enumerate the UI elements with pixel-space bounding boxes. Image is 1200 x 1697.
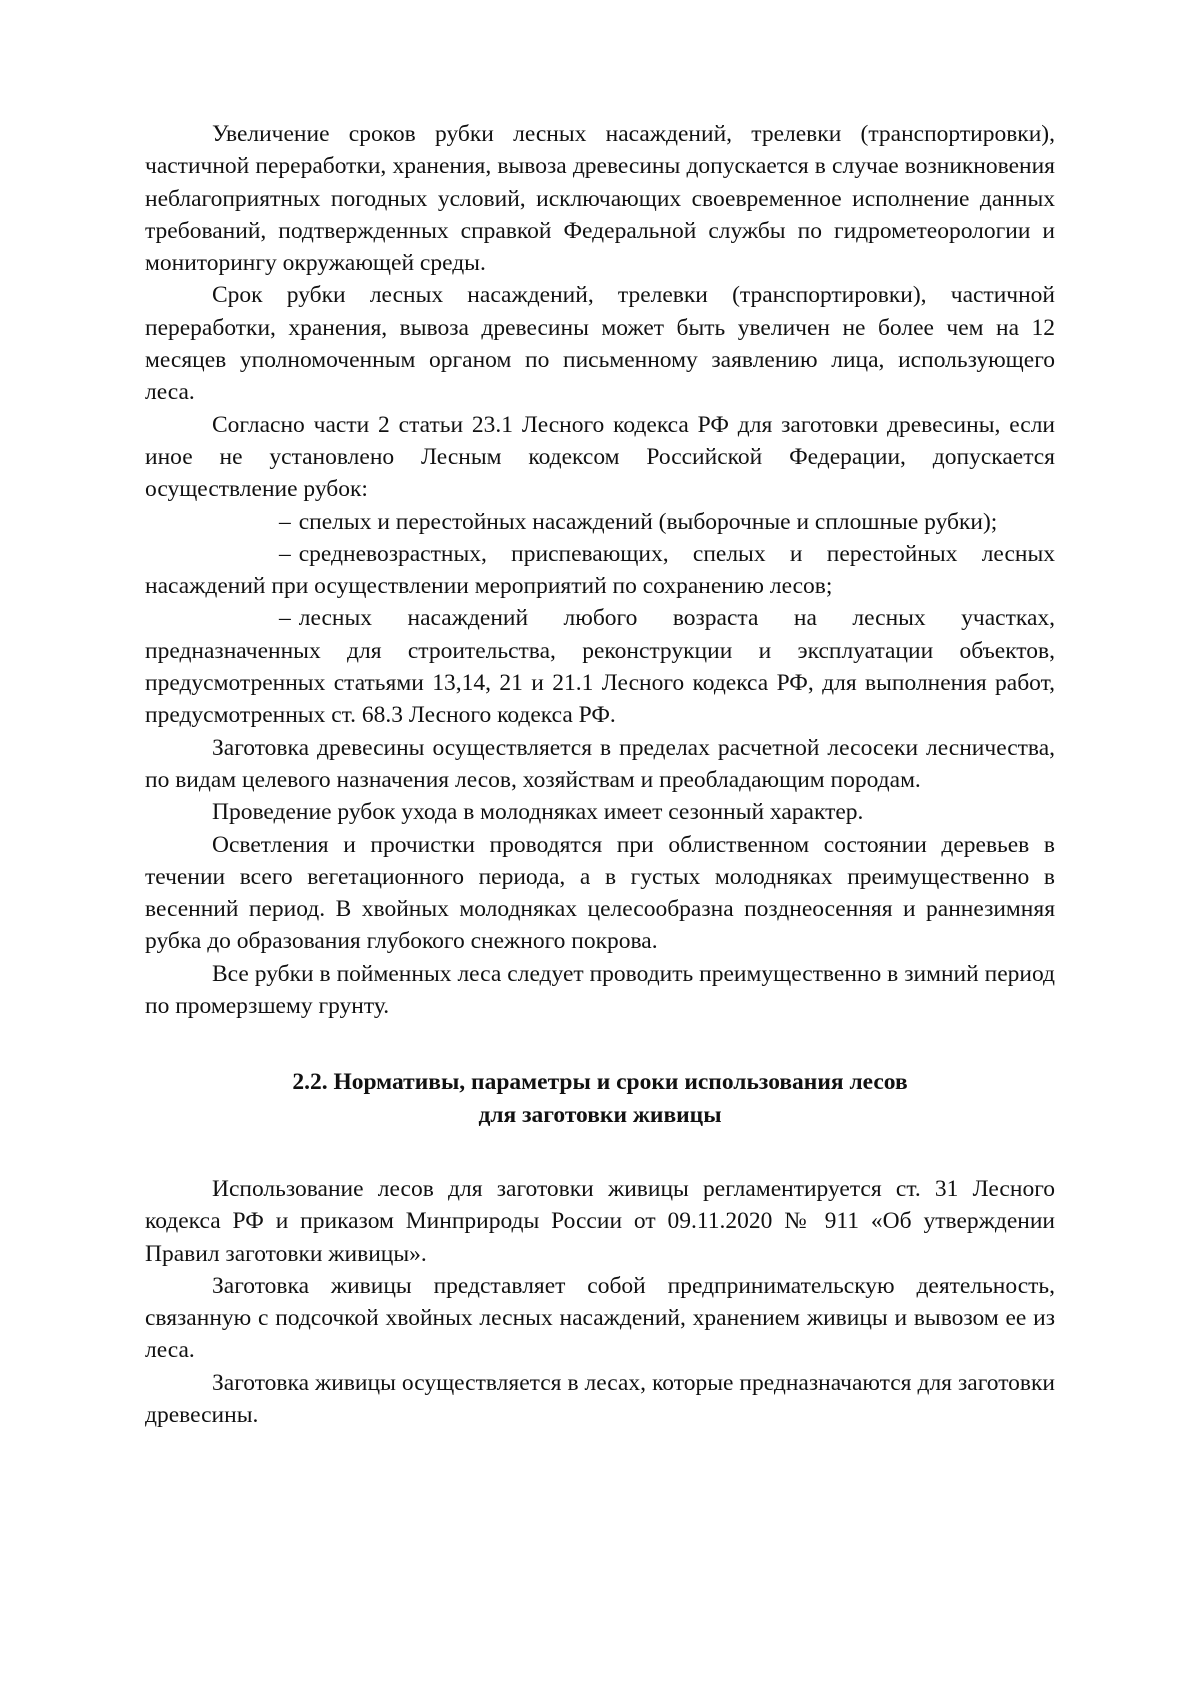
document-body: [145, 118, 1055, 1431]
paragraph: Заготовка древесины осуществляется в пределах расчетной лесосеки лесничества, по видам целевого назначения лесов, хозяйствам и преобладающим породам.: [145, 734, 1055, 793]
dash-marker: –: [279, 508, 291, 535]
paragraph: Согласно части 2 статьи 23.1 Лесного кодекса РФ для заготовки древесины, если иное не установлено Лесным кодексом Российской Федерации, допускается осуществление рубок:: [145, 411, 1055, 503]
paragraph: Заготовка живицы осуществляется в лесах, которые предназначаются для заготовки древесины.: [145, 1369, 1055, 1428]
dash-marker: –: [279, 540, 291, 567]
paragraph: Осветления и прочистки проводятся при облиственном состоянии деревьев в течении всего вегетационного периода, а в густых молодняках преимущественно в весенний период. В хвойных молодняках целесообразна позднеосенняя и раннезимняя рубка до образования глубокого снежного покрова.: [145, 831, 1055, 955]
list-item: [145, 506, 1055, 538]
paragraph: Все рубки в пойменных леса следует проводить преимущественно в зимний период по промерзшему грунту.: [145, 960, 1055, 1020]
section-heading-line-2: для заготовки живицы: [478, 1101, 722, 1128]
paragraph: Проведение рубок ухода в молодняках имеет сезонный характер.: [212, 799, 864, 826]
list-item-text: лесных насаждений любого возраста на лесных участках, предназначенных для строительства, реконструкции и эксплуатации объектов, предусмотренных статьями 13,14, 21 и 21.1 Лесного кодекса РФ, для выполнения работ, предусмотренных ст. 68.3 Лесного кодекса РФ.: [145, 605, 1055, 729]
section-heading-line-1: 2.2. Нормативы, параметры и сроки использования лесов: [292, 1069, 908, 1096]
section-heading: [145, 1066, 1055, 1131]
dash-marker: –: [279, 605, 291, 632]
list-item: [145, 538, 1055, 603]
list-item-text: спелых и перестойных насаждений (выборочные и сплошные рубки);: [298, 508, 998, 535]
list-item-text: средневозрастных, приспевающих, спелых и перестойных лесных насаждений при осуществлении мероприятий по сохранению лесов;: [145, 540, 1055, 600]
list-item: [145, 602, 1055, 731]
paragraph: Использование лесов для заготовки живицы регламентируется ст. 31 Лесного кодекса РФ и приказом Минприроды России от 09.11.2020 № 911 «Об утверждении Правил заготовки живицы».: [145, 1175, 1055, 1267]
paragraph: Увеличение сроков рубки лесных насаждений, трелевки (транспортировки), частичной переработки, хранения, вывоза древесины допускается в случае возникновения неблагоприятных погодных условий, исключающих своевременное исполнение данных требований, подтвержденных справкой Федеральной службы по гидрометеорологии и мониторингу окружающей среды.: [145, 121, 1055, 277]
paragraph: Заготовка живицы представляет собой предпринимательскую деятельность, связанную с подсочкой хвойных лесных насаждений, хранением живицы и вывозом ее из леса.: [145, 1272, 1055, 1364]
paragraph: Срок рубки лесных насаждений, трелевки (транспортировки), частичной переработки, хранения, вывоза древесины может быть увеличен не более чем на 12 месяцев уполномоченным органом по письменному заявлению лица, использующего леса.: [145, 282, 1055, 406]
